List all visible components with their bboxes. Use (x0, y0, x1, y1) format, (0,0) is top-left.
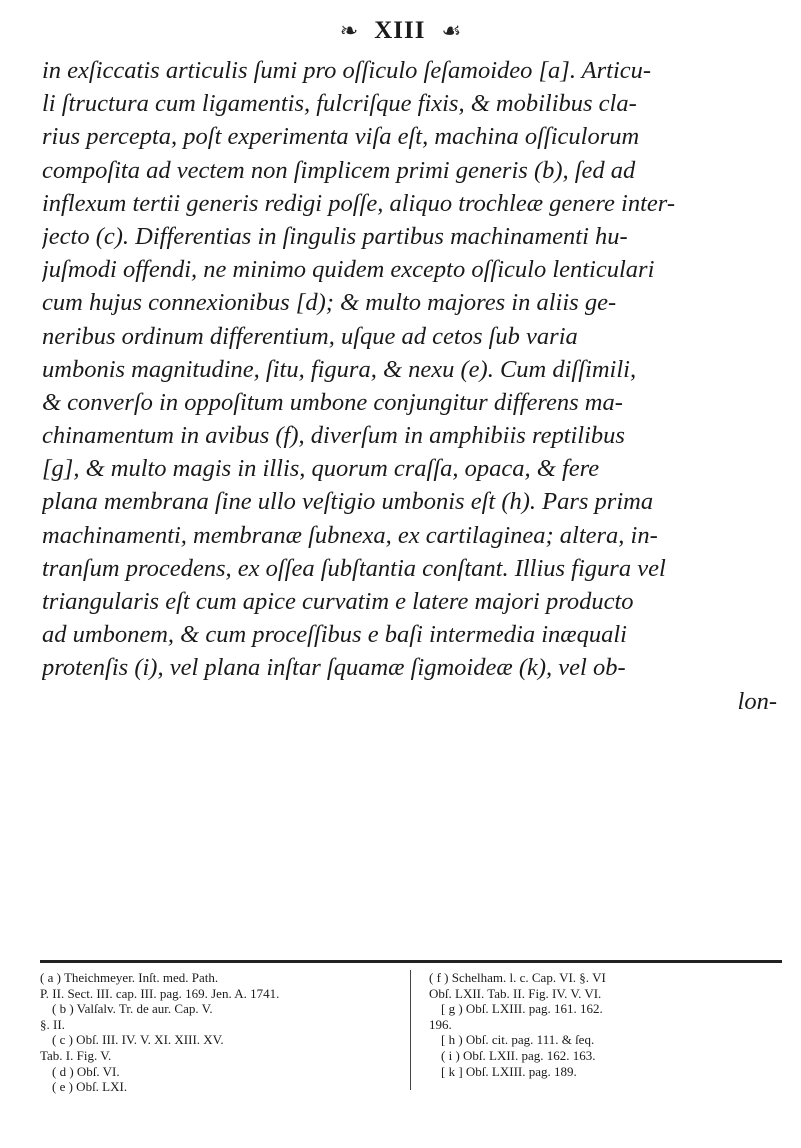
footnote: ( e ) Obſ. LXI. (52, 1079, 128, 1095)
footnote: Obſ. LXII. Tab. II. Fig. IV. V. VI. (429, 985, 602, 1001)
main-text (42, 54, 777, 718)
text-line: chinamentum in avibus (f), diverſum in amphibiis reptilibus (42, 422, 625, 450)
text-line: ad umbonem, & cum proceſſibus e baſi intermedia inæquali (42, 621, 627, 649)
footnote: ( b ) Valſalv. Tr. de aur. Cap. V. (52, 1001, 213, 1017)
text-line: neribus ordinum differentium, uſque ad cetos ſub varia (42, 322, 578, 350)
footnote-divider (40, 960, 782, 963)
footnote: ( d ) Obſ. VI. (52, 1063, 120, 1079)
text-line: jecto (c). Differentias in ſingulis partibus machinamenti hu- (42, 222, 628, 250)
footnote: §. II. (40, 1016, 65, 1032)
right-ornament-icon: ☙ (441, 18, 462, 44)
text-line: li ſtructura cum ligamentis, fulcriſque fixis, & mobilibus cla- (42, 90, 637, 118)
footnote: [ h ) Obſ. cit. pag. 111. & ſeq. (441, 1032, 595, 1048)
text-line: cum hujus connexionibus [d); & multo majores in aliis ge- (42, 289, 617, 317)
text-line: [g], & multo magis in illis, quorum craſſa, opaca, & fere (42, 455, 600, 483)
left-ornament-icon: ❧ (339, 18, 359, 44)
footnote: Tab. I. Fig. V. (40, 1047, 112, 1063)
footnote: ( i ) Obſ. LXII. pag. 162. 163. (441, 1047, 596, 1063)
text-line: rius percepta, poſt experimenta viſa eſt, machina oſſiculorum (42, 123, 640, 151)
text-line: inflexum tertii generis redigi poſſe, aliquo trochleæ genere inter- (42, 189, 675, 217)
footnote: ( a ) Theichmeyer. Inſt. med. Path. (40, 970, 219, 985)
text-line: triangularis eſt cum apice curvatim e latere majori producto (42, 588, 634, 615)
footnote: ( c ) Obſ. III. IV. V. XI. XIII. XV. (52, 1032, 224, 1048)
page-header (0, 10, 801, 52)
footnotes-left-column (40, 970, 411, 1095)
text-line: machinamenti, membranæ ſubnexa, ex cartilaginea; altera, in- (42, 521, 658, 549)
text-line: plana membrana ſine ullo veſtigio umbonis eſt (h). Pars prima (42, 488, 654, 516)
text-line: protenſis (i), vel plana inſtar ſquamæ ſigmoideæ (k), vel ob- (42, 654, 626, 682)
text-line: juſmodi offendi, ne minimo quidem excepto oſſiculo lenticulari (42, 256, 655, 284)
footnote: ( f ) Schelham. l. c. Cap. VI. §. VI (429, 970, 606, 985)
footnotes-right-column (411, 970, 782, 1090)
text-line: in exſiccatis articulis ſumi pro oſſiculo ſeſamoideo [a]. Articu- (42, 57, 652, 84)
catchword: lon- (737, 687, 777, 715)
page-number: XIII (374, 17, 426, 44)
text-line: umbonis magnitudine, ſitu, figura, & nexu (e). Cum diſſimili, (42, 355, 637, 383)
text-line: & converſo in oppoſitum umbone conjungitur differens ma- (42, 388, 623, 416)
text-line: compoſita ad vectem non ſimplicem primi generis (b), ſed ad (42, 156, 636, 184)
footnotes (40, 970, 782, 1095)
footnote: 196. (429, 1016, 452, 1032)
footnote: [ g ) Obſ. LXIII. pag. 161. 162. (441, 1001, 603, 1017)
footnote: P. II. Sect. III. cap. III. pag. 169. Jen. A. 1741. (40, 985, 280, 1001)
text-line: tranſum procedens, ex oſſea ſubſtantia conſtant. Illius figura vel (42, 554, 666, 582)
footnote: [ k ] Obſ. LXIII. pag. 189. (441, 1063, 577, 1079)
